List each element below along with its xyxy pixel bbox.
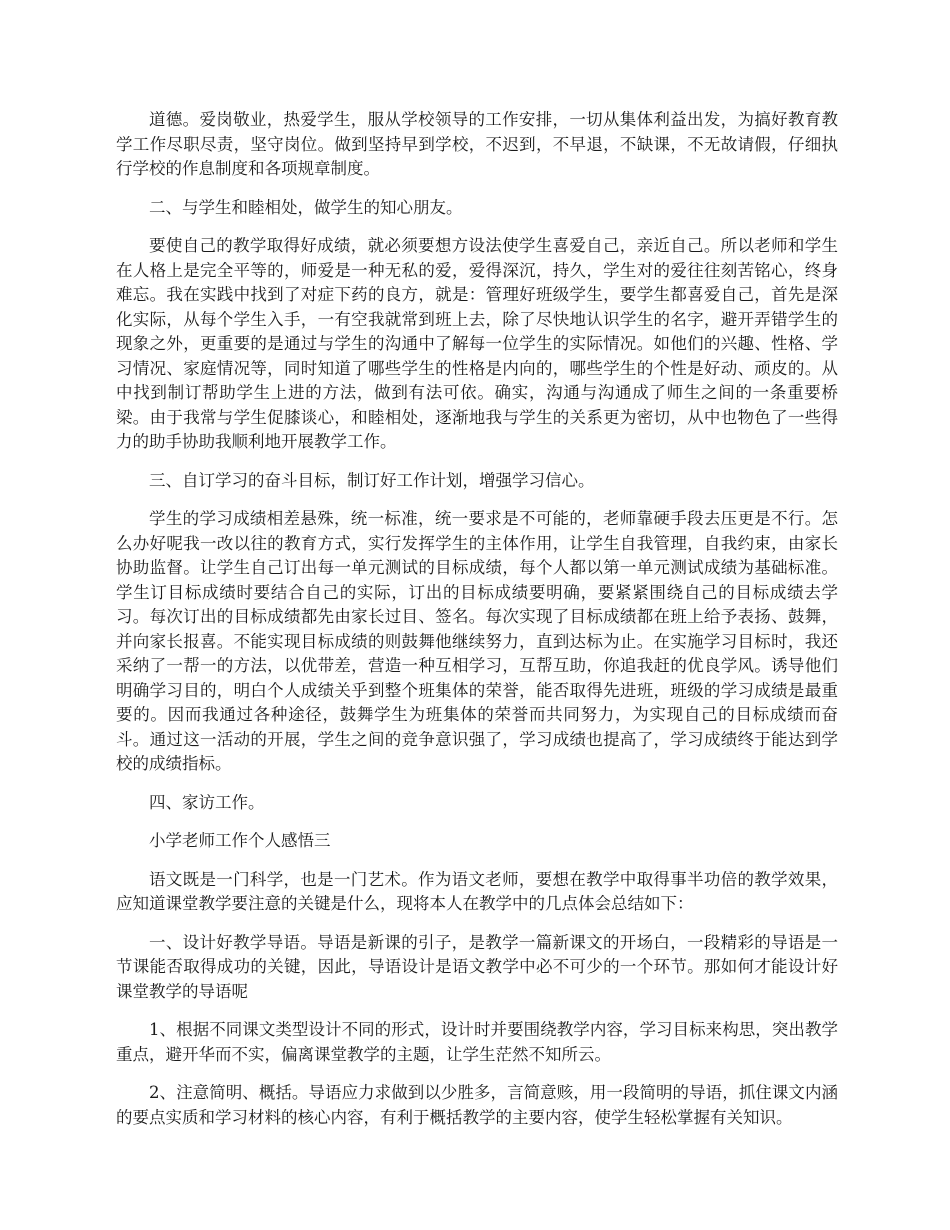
section-heading-3: 三、自订学习的奋斗目标，制订好工作计划，增强学习信心。 bbox=[149, 470, 595, 490]
section-heading-4: 四、家访工作。 bbox=[149, 792, 265, 812]
document-page bbox=[116, 108, 838, 1144]
paragraph-student-relations: 要使自己的教学取得好成绩，就必须要想方设法使学生喜爱自己，亲近自己。所以老师和学生在人格上是完全平等的，师爱是一种无私的爱，爱得深沉，持久，学生对的爱往往刻苦铭心，终身难忘。我在实践中找到了对症下药的良方，就是：管理好班级学生，要学生都喜爱自己，首先是深化实际，从每个学生入手，一有空我就常到班上去，除了尽快地认识学生的名字，避开弄错学生的现象之外，更重要的是通过与学生的沟通中了解每一位学生的实际情况。如他们的兴趣、性格、学习情况、家庭情况等，同时知道了哪些学生的性格是内向的，哪些学生的个性是好动、顽皮的。从中找到制订帮助学生上进的方法，做到有法可依。确实，沟通与沟通成了师生之间的一条重要桥梁。由于我常与学生促膝谈心，和睦相处，逐渐地我与学生的关系更为密切，从中也物色了一些得力的助手协助我顺利地开展教学工作。 bbox=[116, 236, 838, 451]
section-heading-lead-in-design: 一、设计好教学导语。导语是新课的引子，是教学一篇新课文的开场白，一段精彩的导语是一节课能否取得成功的关键，因此，导语设计是语文教学中必不可少的一个环节。那如何才能设计好课堂教学的导语呢 bbox=[116, 932, 838, 1001]
paragraph-chinese-teaching-intro: 语文既是一门科学，也是一门艺术。作为语文老师，要想在教学中取得事半功倍的教学效果，应知道课堂教学要注意的关键是什么，现将本人在教学中的几点体会总结如下： bbox=[116, 869, 838, 913]
section-heading-2: 二、与学生和睦相处，做学生的知心朋友。 bbox=[149, 197, 463, 217]
article-title-3: 小学老师工作个人感悟三 bbox=[149, 831, 331, 850]
paragraph-learning-goals: 学生的学习成绩相差悬殊，统一标准，统一要求是不可能的，老师靠硬手段去压更是不行。怎么办好呢我一改以往的教育方式，实行发挥学生的主体作用，让学生自我管理，自我约束，由家长协助监督。让学生自己订出每一单元测试的目标成绩，每个人都以第一单元测试成绩为基础标准。学生订目标成绩时要结合自己的实际，订出的目标成绩要明确，要紧紧围绕自己的目标成绩去学习。每次订出的目标成绩都先由家长过目、签名。每次实现了目标成绩都在班上给予表扬、鼓舞，并向家长报喜。不能实现目标成绩的则鼓舞他继续努力，直到达标为止。在实施学习目标时，我还采纳了一帮一的方法，以优带差，营造一种互相学习，互帮互助，你追我赶的优良学风。诱导他们明确学习目的，明白个人成绩关乎到整个班集体的荣誉，能否取得先进班，班级的学习成绩是最重要的。因而我通过各种途径，鼓舞学生为班集体的荣誉而共同努力，为实现自己的目标成绩而奋斗。通过这一活动的开展，学生之间的竞争意识强了，学习成绩也提高了，学习成绩终于能达到学校的成绩指标。 bbox=[116, 509, 838, 773]
paragraph-point-2: 2、注意简明、概括。导语应力求做到以少胜多，言简意赅，用一段简明的导语，抓住课文内涵的要点实质和学习材料的核心内容，有利于概括教学的主要内容，使学生轻松掌握有关知识。 bbox=[116, 1083, 838, 1127]
paragraph-continued-ethics: 道德。爱岗敬业，热爱学生，服从学校领导的工作安排，一切从集体利益出发，为搞好教育教学工作尽职尽责，坚守岗位。做到坚持早到学校，不迟到，不早退，不缺课，不无故请假，仔细执行学校的作息制度和各项规章制度。 bbox=[116, 110, 838, 178]
paragraph-point-1: 1、根据不同课文类型设计不同的形式，设计时并要围绕教学内容，学习目标来构思，突出教学重点，避开华而不实，偏离课堂教学的主题，让学生茫然不知所云。 bbox=[116, 1020, 838, 1064]
